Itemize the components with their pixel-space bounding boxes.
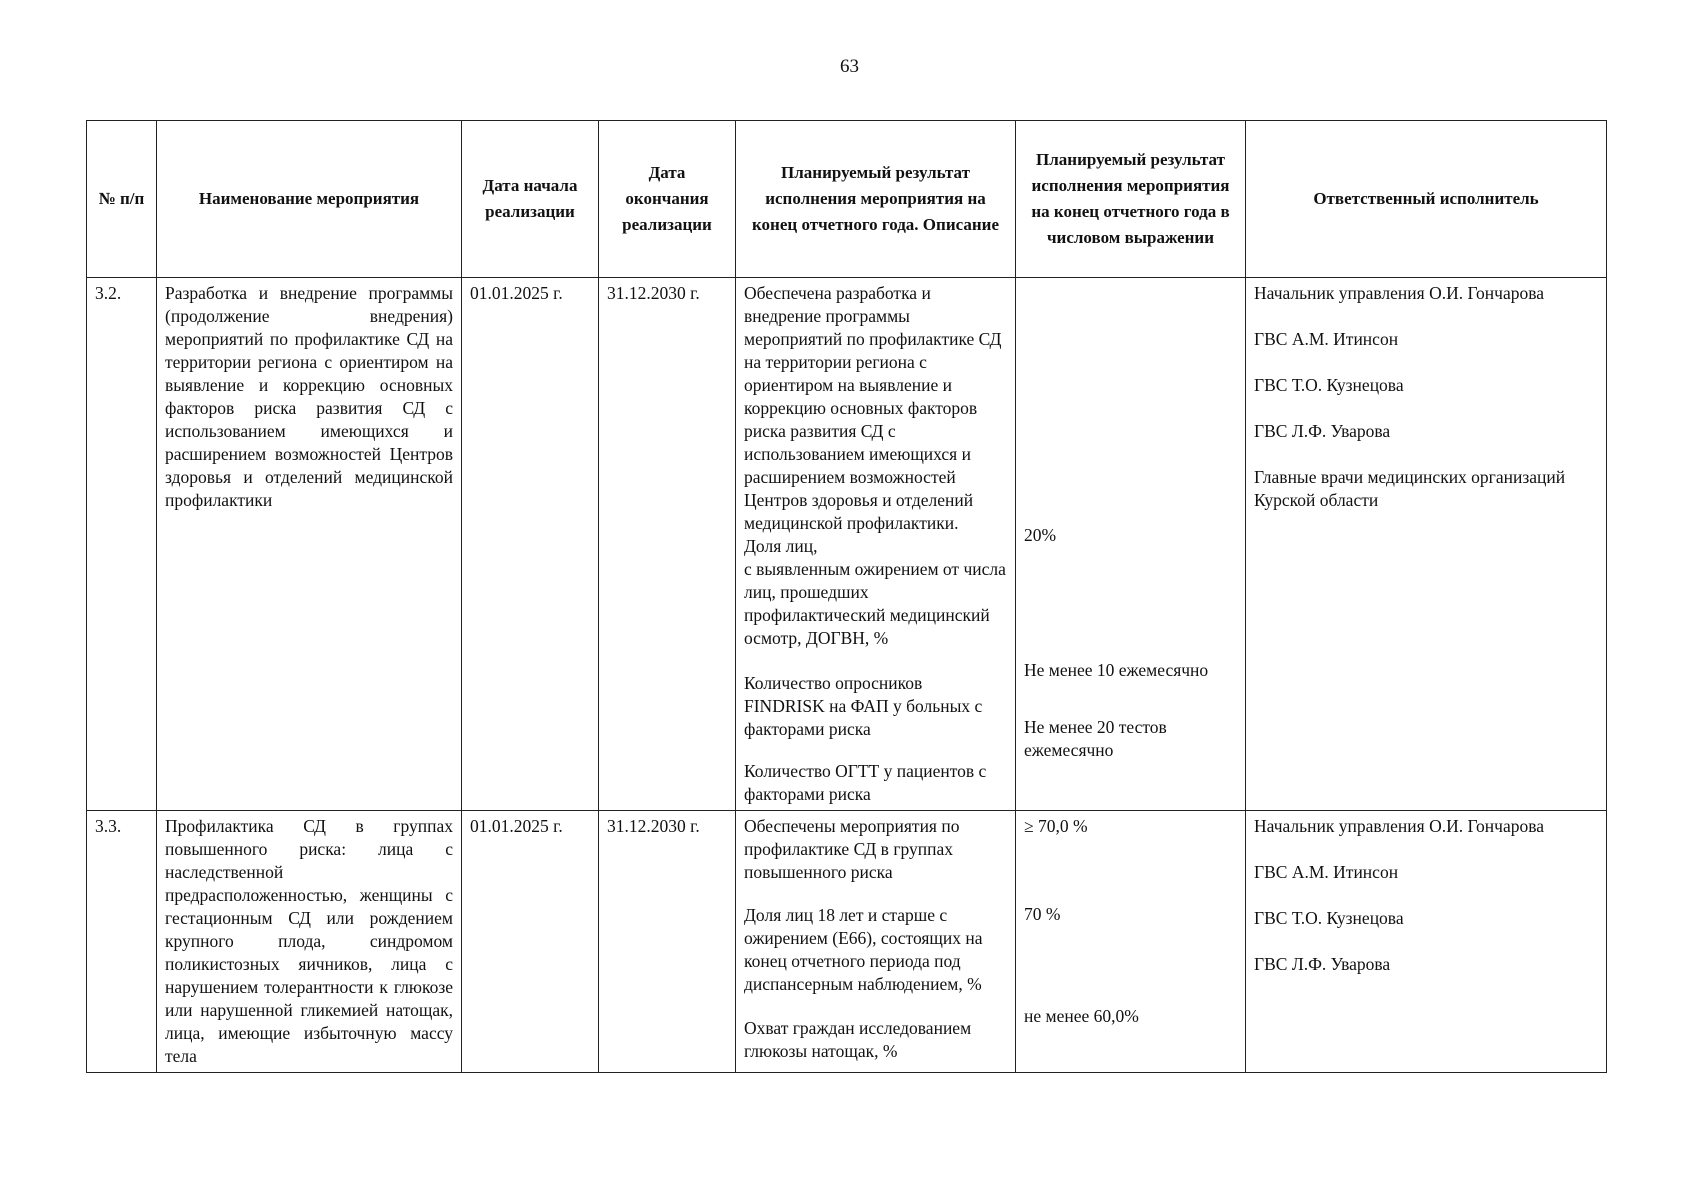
result-description-item: с выявленным ожирением от числа лиц, прошедших профилактический медицинский осмотр, ДОГВН, % (744, 559, 1006, 648)
header-result-value: Планируемый результат исполнения мероприятия на конец отчетного года в числовом выражении (1016, 121, 1246, 278)
result-description-item: Доля лиц 18 лет и старше с ожирением (Е66), состоящих на конец отчетного периода под диспансерным наблюдением, % (744, 905, 983, 994)
header-row (87, 121, 1607, 278)
header-start-date: Дата начала реализации (462, 121, 599, 278)
responsible-item: ГВС Л.Ф. Уварова (1254, 954, 1391, 974)
result-description-item: Доля лиц, (744, 536, 818, 556)
event-name: Разработка и внедрение программы (продолжение внедрения) мероприятий по профилактике СД на территории региона с ориентиром на выявление и коррекцию основных факторов риска развития СД с использованием имеющихся и расширением возможностей Центров здоровья и отделений медицинской профилактики (157, 278, 462, 811)
start-date: 01.01.2025 г. (462, 811, 599, 1073)
header-name: Наименование мероприятия (157, 121, 462, 278)
header-responsible: Ответственный исполнитель (1246, 121, 1607, 278)
row-number: 3.3. (87, 811, 157, 1073)
result-value-item: Не менее 10 ежемесячно (1024, 660, 1209, 680)
responsible-item: ГВС А.М. Итинсон (1254, 329, 1399, 349)
responsible-item: Начальник управления О.И. Гончарова (1254, 816, 1545, 836)
result-description-item: Количество опросников FINDRISK на ФАП у больных с факторами риска (744, 673, 983, 739)
result-description-item: Количество ОГТТ у пациентов с факторами риска (744, 761, 987, 804)
event-name: Профилактика СД в группах повышенного риска: лица с наследственной предрасположенностью, женщины с гестационным СД или рождением крупного плода, синдромом поликистозных яичников, лица с нарушением толерантности к глюкозе или нарушенной гликемией натощак, лица, имеющие избыточную массу тела (157, 811, 462, 1073)
header-num: № п/п (87, 121, 157, 278)
row-number: 3.2. (87, 278, 157, 811)
result-value-item: 70 % (1024, 904, 1061, 924)
page-number: 63 (840, 56, 859, 77)
result-value-item: Не менее 20 тестов ежемесячно (1024, 717, 1167, 760)
responsible-item: Главные врачи медицинских организаций Курской области (1254, 467, 1566, 510)
result-description-item: Обеспечены мероприятия по профилактике СД в группах повышенного риска (744, 816, 960, 882)
result-description-item: Охват граждан исследованием глюкозы натощак, % (744, 1018, 972, 1061)
header-result-description: Планируемый результат исполнения мероприятия на конец отчетного года. Описание (736, 121, 1016, 278)
responsible-item: ГВС А.М. Итинсон (1254, 862, 1399, 882)
responsible-item: ГВС Т.О. Кузнецова (1254, 908, 1404, 928)
end-date: 31.12.2030 г. (599, 811, 736, 1073)
table-row (87, 278, 1607, 811)
result-description-item: Обеспечена разработка и внедрение программы мероприятий по профилактике СД на территории региона с ориентиром на выявление и коррекцию основных факторов риска развития СД с использованием имеющихся и расширением возможностей Центров здоровья и отделений медицинской профилактики. (744, 283, 1002, 533)
result-value-item: ≥ 70,0 % (1024, 816, 1088, 836)
result-value-item: не менее 60,0% (1024, 1006, 1139, 1026)
header-end-date: Дата окончания реализации (599, 121, 736, 278)
result-description (736, 278, 1016, 811)
start-date: 01.01.2025 г. (462, 278, 599, 811)
result-value (1016, 811, 1246, 1073)
responsible (1246, 278, 1607, 811)
responsible-item: ГВС Л.Ф. Уварова (1254, 421, 1391, 441)
result-description (736, 811, 1016, 1073)
responsible (1246, 811, 1607, 1073)
responsible-item: Начальник управления О.И. Гончарова (1254, 283, 1545, 303)
table-row (87, 811, 1607, 1073)
end-date: 31.12.2030 г. (599, 278, 736, 811)
result-value-item: 20% (1024, 525, 1057, 545)
responsible-item: ГВС Т.О. Кузнецова (1254, 375, 1404, 395)
plan-table (86, 120, 1607, 1073)
result-value (1016, 278, 1246, 811)
